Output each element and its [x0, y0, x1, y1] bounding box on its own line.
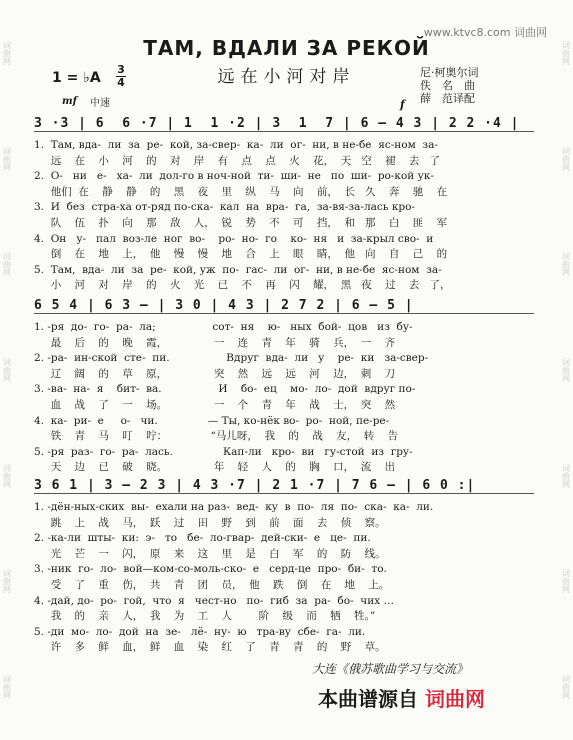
notation-line-1: 3 ·3 | 6 6 ·7 | 1 1 ·2 | 3 1 7 | 6 — 4 3 | 2 2 ·4 |: [34, 116, 534, 132]
lyric-line: 远 在 小 河 的 对 岸 有 点 点 火 花， 天 空 褪 去 了: [34, 154, 440, 167]
title-russian: ТАМ, ВДАЛИ ЗА РЕКОЙ: [143, 36, 430, 60]
lyric-line: 4. ка- ри- е о- чи. — Ты, ко-нёк во- ро- ной, пе-ре-: [34, 414, 390, 427]
composer-credit: 佚 名 曲: [420, 79, 475, 92]
credits: [420, 66, 479, 105]
lyric-line: 5. Там, вда- ли за ре- кой, уж по- гас- ли ог- ни, в не-бе яс-ном за-: [34, 263, 442, 276]
lyric-line: 铁 青 马 叮 咛： “马儿呀， 我 的 战 友， 转 告: [34, 430, 399, 443]
translator-credit: 薛 范译配: [420, 92, 475, 105]
title-chinese: 远在小河对岸: [217, 67, 356, 87]
lyric-line: 3. -ник го- ло- вой—ком-со-моль-ско- е серд-це про- би- то.: [34, 563, 387, 576]
lyric-line: 辽 阔 的 草 原， 突 然 远 远 河 边， 刺 刀: [34, 367, 396, 380]
lyric-line: 许 多 鲜 血， 鲜 血 染 红 了 青 青 的 野 草。: [34, 641, 386, 654]
lyric-line: 2. -ка-ли шты- ки: э- то бе- ло-гвар- дей-ски- е це- пи.: [34, 532, 371, 545]
lyric-line: 5. -ря раз- го- ра- лась. Кап-ли кро- ви гу-стой из гру-: [34, 445, 413, 458]
lyric-line: 1. -ря до- го- ра- ла; сот- ня ю- ных бой- цов из бу-: [34, 321, 413, 333]
right-watermark: 词曲网 词曲网 词曲网 词曲网 词曲网 词曲网 词曲网: [561, 40, 571, 700]
lyric-line: 天 边 已 破 晓。 年 轻 人 的 胸 口， 流 出: [34, 461, 396, 474]
lyric-line: 血 战 了 一 场。 一 个 青 年 战 士， 突 然: [34, 398, 396, 411]
lyric-line: 4. Он у- пал воз-ле ног во- ро- но- го ко- ня и за-крыл сво- и: [34, 232, 434, 245]
dynamic-f: f: [400, 98, 405, 111]
lyric-line: 1. -дён-ных-ских вы- ехали на раз- вед- ку в по- ля по- ска- ка- ли.: [34, 501, 434, 513]
source-note: 大连《俄苏歌曲学习与交流》: [312, 662, 469, 676]
lyrics-block-1: [34, 138, 554, 294]
lyric-line: 跳 上 战 马， 跃 过 田 野 到 前 面 去 侦 察。: [34, 516, 386, 529]
lyrics-block-2: [34, 320, 554, 476]
lyric-line: 4. -дай, до- ро- гой, что я чест-но по- гиб за ра- бо- чих …: [34, 594, 394, 607]
lyric-line: 5. -ди мо- ло- дой на зе- лё- ну- ю тра-ву сбе- га- ли.: [34, 625, 366, 638]
site-credit-prefix: 本曲谱源自: [318, 687, 418, 711]
key-signature: 1 = ♭A: [52, 70, 101, 86]
dynamic-mf: mf: [62, 96, 77, 107]
lyric-line: 小 河 对 岸 的 火 光 已 不 再 闪 耀， 黑 夜 过 去 了，: [34, 279, 451, 292]
tempo-marking: 中速: [90, 98, 110, 109]
site-credit-name: 词曲网: [424, 687, 485, 711]
lyric-line: 光 芒 一 闪， 原 来 这 里 是 白 军 的 防 线。: [34, 547, 386, 560]
lyrics-block-3: [34, 500, 554, 656]
time-signature: 3 4: [117, 63, 125, 89]
lyric-line: 3. -ва- на- я бит- ва. И бо- ец мо- ло- дой вдруг по-: [34, 383, 416, 396]
lyric-line: 最 后 的 晚 霞， 一 连 青 年 骑 兵， 一 齐: [34, 336, 396, 349]
site-url: www.ktvc8.com 词曲网: [423, 26, 547, 39]
notation-line-3: 3 6 1 | 3 — 2 3 | 4 3 ·7 | 2 1 ·7 | 7 6 — | 6 0 :|: [34, 478, 534, 494]
lyricist-credit: 尼·柯奥尔词: [420, 66, 479, 79]
left-watermark: 词曲网 词曲网 词曲网 词曲网 词曲网 词曲网 词曲网: [2, 40, 12, 700]
site-credit: [318, 683, 485, 712]
lyric-line: 队 伍 扑 向 那 敌 人， 锐 势 不 可 挡， 和 那 白 匪 军: [34, 216, 448, 229]
lyric-line: 2. О- ни е- ха- ли дол-го в ноч-ной ти- ши- не по ши- ро-кой ук-: [34, 170, 434, 183]
lyric-line: 我 的 亲 人， 我 为 工 人 阶 级 而 牺 牲。”: [34, 610, 376, 623]
notation-line-2: 6 5 4 | 6 3 — | 3 0 | 4 3 | 2 7 2 | 6 — 5 |: [34, 298, 534, 314]
lyric-line: 1. Там, вда- ли за ре- кой, за-свер- ка- ли ог- ни, в не-бе яс-ном за-: [34, 139, 438, 151]
lyric-line: 他们 在 静 静 的 黑 夜 里 纵 马 向 前， 长 久 奔 驰 在: [34, 185, 448, 198]
lyric-line: 受 了 重 伤， 共 青 团 员， 他 跌 倒 在 地 上。: [34, 578, 390, 591]
lyric-line: 倒 在 地 上， 他 慢 慢 地 合 上 眼 睛， 他 向 自 己 的: [34, 248, 448, 261]
lyric-line: 3. И без стра-ха от-ряд по-ска- кал на вра- га, за-вя-за-лась кро-: [34, 201, 415, 214]
lyric-line: 2. -ра- ин-ской сте- пи. Вдруг вда- ли у ре- ки за-свер-: [34, 352, 429, 365]
